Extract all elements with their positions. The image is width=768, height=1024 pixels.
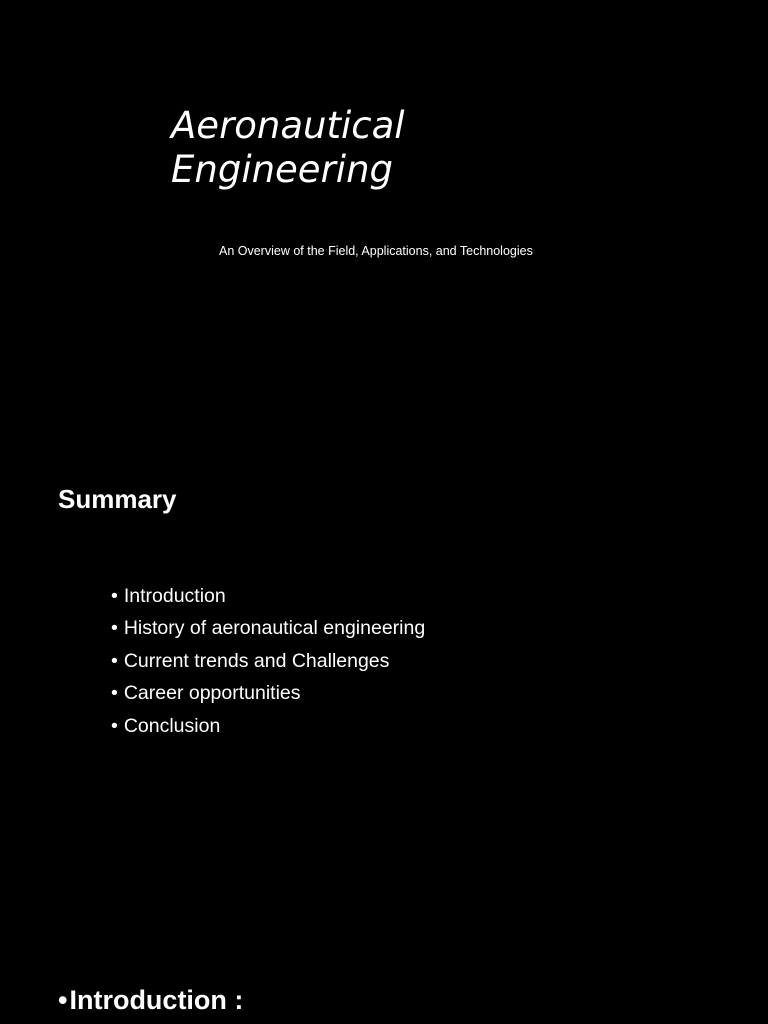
- bullet-icon: •: [111, 585, 118, 607]
- summary-item-label: History of aeronautical engineering: [123, 617, 426, 640]
- introduction-heading: [58, 982, 243, 1018]
- slide-title-line-2: Engineering: [171, 148, 393, 191]
- summary-item-history: [111, 612, 425, 644]
- bullet-icon: •: [111, 649, 118, 672]
- slide-subtitle: An Overview of the Field, Applications, and Technologies: [219, 244, 533, 258]
- slide-title-line-1: Aeronautical: [171, 104, 405, 147]
- summary-item-label: Conclusion: [123, 714, 221, 737]
- slide-title: [171, 104, 571, 192]
- summary-item-trends: [111, 645, 425, 677]
- summary-item-label: Current trends and Challenges: [123, 649, 390, 672]
- summary-item-label: Introduction: [123, 585, 226, 607]
- bullet-icon: •: [58, 985, 68, 1015]
- summary-list: [111, 580, 425, 742]
- summary-item-introduction: [111, 580, 425, 612]
- bullet-icon: •: [111, 714, 118, 737]
- bullet-icon: •: [111, 617, 118, 640]
- summary-item-label: Career opportunities: [123, 682, 301, 705]
- introduction-heading-label: Introduction :: [69, 985, 244, 1015]
- summary-item-conclusion: [111, 710, 425, 742]
- bullet-icon: •: [111, 682, 118, 705]
- summary-heading: Summary: [58, 484, 177, 514]
- summary-item-careers: [111, 677, 425, 709]
